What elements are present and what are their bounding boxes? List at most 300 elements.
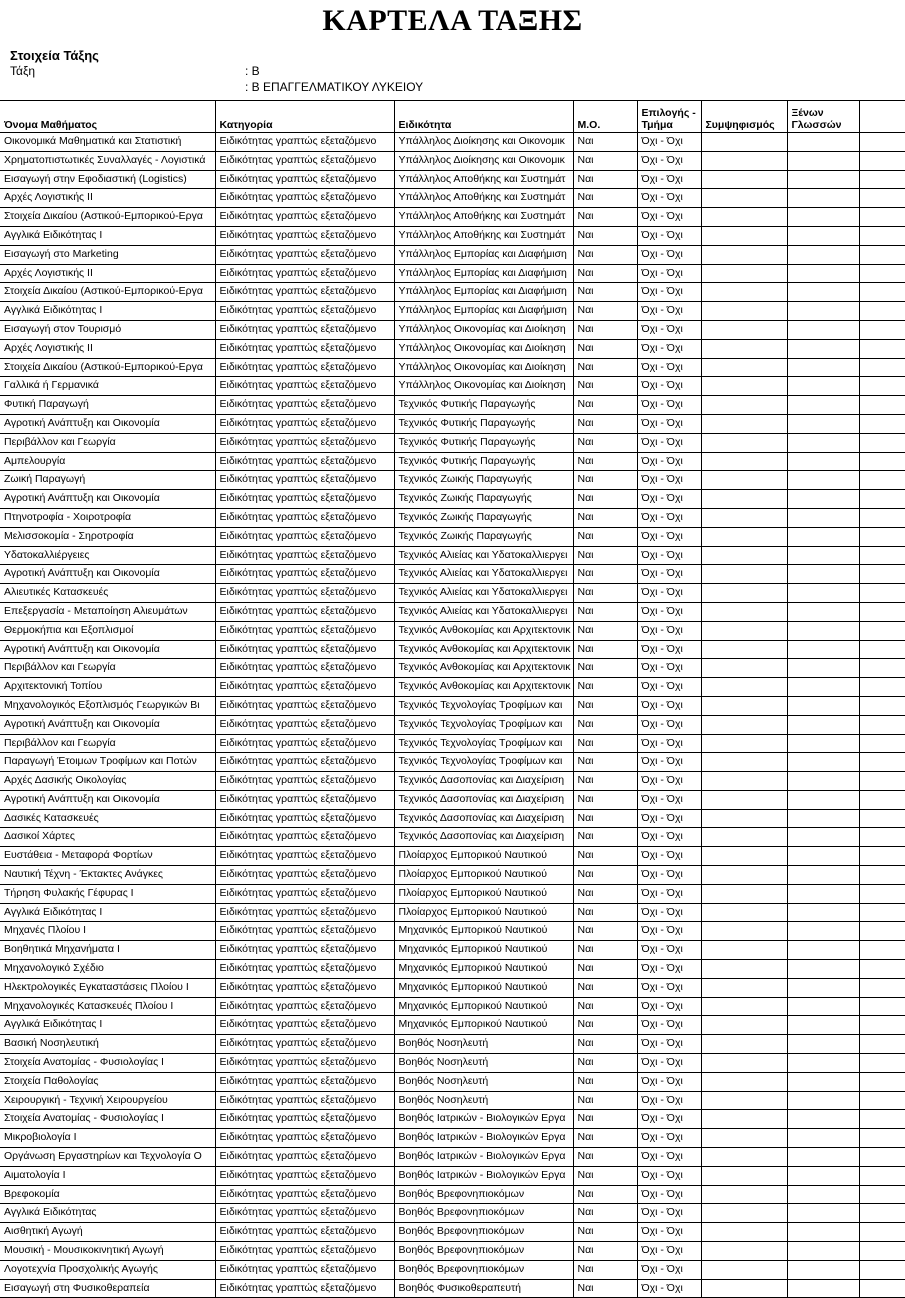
cell-specialty: Τεχνικός Αλιείας και Υδατοκαλλιεργει	[394, 584, 573, 603]
cell-course-name: Αρχές Λογιστικής ΙΙ	[0, 339, 215, 358]
cell-category: Ειδικότητας γραπτώς εξεταζόμενο	[215, 546, 394, 565]
cell-elective-section: Όχι - Όχι	[637, 1129, 701, 1148]
cell-category: Ειδικότητας γραπτώς εξεταζόμενο	[215, 734, 394, 753]
cell-course-name: Αρχές Λογιστικής ΙΙ	[0, 264, 215, 283]
cell-category: Ειδικότητας γραπτώς εξεταζόμενο	[215, 170, 394, 189]
cell-elective-section: Όχι - Όχι	[637, 226, 701, 245]
table-row	[0, 508, 905, 527]
cell-average: Ναι	[573, 678, 637, 697]
cell-offset	[701, 978, 787, 997]
cell-offset	[701, 170, 787, 189]
cell-average: Ναι	[573, 283, 637, 302]
cell-elective-section: Όχι - Όχι	[637, 828, 701, 847]
cell-elective-section: Όχι - Όχι	[637, 339, 701, 358]
cell-course-name: Μελισσοκομία - Σηροτροφία	[0, 527, 215, 546]
cell-course-name: Επεξεργασία - Μεταποίηση Αλιευμάτων	[0, 602, 215, 621]
cell-specialty: Τεχνικός Ζωικής Παραγωγής	[394, 508, 573, 527]
cell-category: Ειδικότητας γραπτώς εξεταζόμενο	[215, 189, 394, 208]
header-average: Μ.Ο.	[573, 101, 637, 133]
cell-average: Ναι	[573, 414, 637, 433]
cell-course-name: Βρεφοκομία	[0, 1185, 215, 1204]
cell-course-name: Στοιχεία Δικαίου (Αστικού-Εμπορικού-Εργα	[0, 358, 215, 377]
cell-offset	[701, 1204, 787, 1223]
table-row	[0, 884, 905, 903]
cell-offset	[701, 866, 787, 885]
cell-specialty: Υπάλληλος Αποθήκης και Συστημάτ	[394, 208, 573, 227]
cell-empty	[859, 264, 905, 283]
cell-specialty: Μηχανικός Εμπορικού Ναυτικού	[394, 1016, 573, 1035]
cell-average: Ναι	[573, 621, 637, 640]
cell-average: Ναι	[573, 866, 637, 885]
cell-elective-section: Όχι - Όχι	[637, 1091, 701, 1110]
cell-empty	[859, 922, 905, 941]
table-row	[0, 1054, 905, 1073]
cell-category: Ειδικότητας γραπτώς εξεταζόμενο	[215, 1185, 394, 1204]
table-row	[0, 1091, 905, 1110]
table-row	[0, 659, 905, 678]
cell-foreign-languages	[787, 1035, 859, 1054]
table-row	[0, 978, 905, 997]
cell-course-name: Εισαγωγή στο Marketing	[0, 245, 215, 264]
cell-offset	[701, 1260, 787, 1279]
cell-course-name: Αγροτική Ανάπτυξη και Οικονομία	[0, 414, 215, 433]
cell-empty	[859, 715, 905, 734]
cell-specialty: Υπάλληλος Οικονομίας και Διοίκηση	[394, 358, 573, 377]
cell-offset	[701, 245, 787, 264]
cell-course-name: Αλιευτικές Κατασκευές	[0, 584, 215, 603]
cell-course-name: Χειρουργική - Τεχνική Χειρουργείου	[0, 1091, 215, 1110]
cell-empty	[859, 208, 905, 227]
cell-foreign-languages	[787, 508, 859, 527]
cell-offset	[701, 546, 787, 565]
cell-elective-section: Όχι - Όχι	[637, 396, 701, 415]
cell-category: Ειδικότητας γραπτώς εξεταζόμενο	[215, 715, 394, 734]
cell-course-name: Αμπελουργία	[0, 452, 215, 471]
cell-empty	[859, 1054, 905, 1073]
cell-foreign-languages	[787, 1242, 859, 1261]
table-row	[0, 772, 905, 791]
table-row	[0, 1185, 905, 1204]
cell-empty	[859, 189, 905, 208]
cell-average: Ναι	[573, 997, 637, 1016]
cell-foreign-languages	[787, 1091, 859, 1110]
cell-elective-section: Όχι - Όχι	[637, 978, 701, 997]
cell-average: Ναι	[573, 1223, 637, 1242]
cell-foreign-languages	[787, 208, 859, 227]
cell-foreign-languages	[787, 151, 859, 170]
cell-course-name: Μικροβιολογία Ι	[0, 1129, 215, 1148]
cell-empty	[859, 602, 905, 621]
cell-elective-section: Όχι - Όχι	[637, 734, 701, 753]
cell-offset	[701, 189, 787, 208]
cell-average: Ναι	[573, 941, 637, 960]
cell-foreign-languages	[787, 960, 859, 979]
cell-foreign-languages	[787, 678, 859, 697]
cell-specialty: Τεχνικός Τεχνολογίας Τροφίμων και	[394, 715, 573, 734]
cell-course-name: Οικονομικά Μαθηματικά και Στατιστική	[0, 133, 215, 152]
cell-specialty: Πλοίαρχος Εμπορικού Ναυτικού	[394, 847, 573, 866]
table-row	[0, 1016, 905, 1035]
cell-specialty: Βοηθός Νοσηλευτή	[394, 1035, 573, 1054]
cell-average: Ναι	[573, 772, 637, 791]
cell-elective-section: Όχι - Όχι	[637, 941, 701, 960]
cell-category: Ειδικότητας γραπτώς εξεταζόμενο	[215, 1279, 394, 1298]
cell-average: Ναι	[573, 640, 637, 659]
table-row	[0, 133, 905, 152]
cell-average: Ναι	[573, 546, 637, 565]
cell-offset	[701, 659, 787, 678]
cell-elective-section: Όχι - Όχι	[637, 753, 701, 772]
cell-course-name: Γαλλικά ή Γερμανικά	[0, 377, 215, 396]
cell-category: Ειδικότητας γραπτώς εξεταζόμενο	[215, 396, 394, 415]
cell-category: Ειδικότητας γραπτώς εξεταζόμενο	[215, 208, 394, 227]
cell-specialty: Τεχνικός Φυτικής Παραγωγής	[394, 414, 573, 433]
cell-elective-section: Όχι - Όχι	[637, 866, 701, 885]
cell-course-name: Ζωική Παραγωγή	[0, 471, 215, 490]
cell-elective-section: Όχι - Όχι	[637, 264, 701, 283]
table-row	[0, 753, 905, 772]
cell-specialty: Υπάλληλος Εμπορίας και Διαφήμιση	[394, 245, 573, 264]
cell-empty	[859, 302, 905, 321]
cell-elective-section: Όχι - Όχι	[637, 546, 701, 565]
cell-category: Ειδικότητας γραπτώς εξεταζόμενο	[215, 1072, 394, 1091]
header-category: Κατηγορία	[215, 101, 394, 133]
table-row	[0, 264, 905, 283]
cell-foreign-languages	[787, 884, 859, 903]
cell-offset	[701, 1110, 787, 1129]
cell-foreign-languages	[787, 1204, 859, 1223]
cell-foreign-languages	[787, 1279, 859, 1298]
cell-empty	[859, 978, 905, 997]
cell-offset	[701, 1129, 787, 1148]
cell-specialty: Τεχνικός Αλιείας και Υδατοκαλλιεργει	[394, 546, 573, 565]
cell-foreign-languages	[787, 377, 859, 396]
cell-elective-section: Όχι - Όχι	[637, 1204, 701, 1223]
cell-foreign-languages	[787, 565, 859, 584]
cell-empty	[859, 433, 905, 452]
header-empty	[859, 101, 905, 133]
cell-specialty: Βοηθός Βρεφονηπιοκόμων	[394, 1223, 573, 1242]
cell-course-name: Δασικοί Χάρτες	[0, 828, 215, 847]
cell-specialty: Βοηθός Νοσηλευτή	[394, 1054, 573, 1073]
table-row	[0, 960, 905, 979]
cell-specialty: Υπάλληλος Αποθήκης και Συστημάτ	[394, 170, 573, 189]
cell-foreign-languages	[787, 396, 859, 415]
cell-average: Ναι	[573, 753, 637, 772]
cell-foreign-languages	[787, 753, 859, 772]
cell-offset	[701, 1016, 787, 1035]
cell-course-name: Χρηματοπιστωτικές Συναλλαγές - Λογιστικά	[0, 151, 215, 170]
cell-empty	[859, 753, 905, 772]
cell-foreign-languages	[787, 170, 859, 189]
cell-specialty: Υπάλληλος Αποθήκης και Συστημάτ	[394, 189, 573, 208]
cell-course-name: Αγροτική Ανάπτυξη και Οικονομία	[0, 790, 215, 809]
cell-category: Ειδικότητας γραπτώς εξεταζόμενο	[215, 1223, 394, 1242]
cell-specialty: Υπάλληλος Αποθήκης και Συστημάτ	[394, 226, 573, 245]
cell-foreign-languages	[787, 1129, 859, 1148]
cell-foreign-languages	[787, 696, 859, 715]
cell-foreign-languages	[787, 584, 859, 603]
cell-foreign-languages	[787, 828, 859, 847]
cell-category: Ειδικότητας γραπτώς εξεταζόμενο	[215, 264, 394, 283]
table-row	[0, 941, 905, 960]
table-row	[0, 208, 905, 227]
cell-elective-section: Όχι - Όχι	[637, 508, 701, 527]
cell-elective-section: Όχι - Όχι	[637, 170, 701, 189]
table-row	[0, 678, 905, 697]
cell-foreign-languages	[787, 339, 859, 358]
cell-specialty: Μηχανικός Εμπορικού Ναυτικού	[394, 997, 573, 1016]
cell-average: Ναι	[573, 884, 637, 903]
cell-foreign-languages	[787, 264, 859, 283]
cell-specialty: Τεχνικός Δασοπονίας και Διαχείριση	[394, 828, 573, 847]
cell-offset	[701, 584, 787, 603]
cell-specialty: Βοηθός Ιατρικών - Βιολογικών Εργα	[394, 1129, 573, 1148]
cell-specialty: Μηχανικός Εμπορικού Ναυτικού	[394, 960, 573, 979]
cell-specialty: Τεχνικός Φυτικής Παραγωγής	[394, 396, 573, 415]
cell-specialty: Βοηθός Ιατρικών - Βιολογικών Εργα	[394, 1148, 573, 1167]
cell-empty	[859, 960, 905, 979]
cell-elective-section: Όχι - Όχι	[637, 847, 701, 866]
cell-foreign-languages	[787, 602, 859, 621]
cell-category: Ειδικότητας γραπτώς εξεταζόμενο	[215, 621, 394, 640]
cell-category: Ειδικότητας γραπτώς εξεταζόμενο	[215, 640, 394, 659]
cell-average: Ναι	[573, 396, 637, 415]
class-type-value: : Β ΕΠΑΓΓΕΛΜΑΤΙΚΟΥ ΛΥΚΕΙΟΥ	[245, 80, 424, 94]
table-row	[0, 696, 905, 715]
cell-specialty: Τεχνικός Ζωικής Παραγωγής	[394, 527, 573, 546]
cell-offset	[701, 358, 787, 377]
cell-foreign-languages	[787, 621, 859, 640]
cell-course-name: Αγγλικά Ειδικότητας Ι	[0, 226, 215, 245]
cell-offset	[701, 471, 787, 490]
cell-specialty: Τεχνικός Τεχνολογίας Τροφίμων και	[394, 753, 573, 772]
cell-elective-section: Όχι - Όχι	[637, 696, 701, 715]
cell-category: Ειδικότητας γραπτώς εξεταζόμενο	[215, 828, 394, 847]
cell-category: Ειδικότητας γραπτώς εξεταζόμενο	[215, 1166, 394, 1185]
cell-category: Ειδικότητας γραπτώς εξεταζόμενο	[215, 1129, 394, 1148]
table-row	[0, 302, 905, 321]
cell-offset	[701, 151, 787, 170]
cell-average: Ναι	[573, 1185, 637, 1204]
cell-course-name: Περιβάλλον και Γεωργία	[0, 734, 215, 753]
cell-specialty: Τεχνικός Ανθοκομίας και Αρχιτεκτονικ	[394, 678, 573, 697]
cell-average: Ναι	[573, 1129, 637, 1148]
cell-average: Ναι	[573, 565, 637, 584]
cell-specialty: Τεχνικός Αλιείας και Υδατοκαλλιεργει	[394, 565, 573, 584]
cell-course-name: Στοιχεία Παθολογίας	[0, 1072, 215, 1091]
cell-average: Ναι	[573, 1110, 637, 1129]
cell-elective-section: Όχι - Όχι	[637, 1148, 701, 1167]
table-row	[0, 1279, 905, 1298]
cell-specialty: Τεχνικός Δασοπονίας και Διαχείριση	[394, 809, 573, 828]
cell-foreign-languages	[787, 1054, 859, 1073]
cell-course-name: Αγγλικά Ειδικότητας Ι	[0, 903, 215, 922]
cell-course-name: Αγροτική Ανάπτυξη και Οικονομία	[0, 715, 215, 734]
cell-foreign-languages	[787, 715, 859, 734]
cell-offset	[701, 847, 787, 866]
cell-category: Ειδικότητας γραπτώς εξεταζόμενο	[215, 245, 394, 264]
cell-average: Ναι	[573, 264, 637, 283]
cell-category: Ειδικότητας γραπτώς εξεταζόμενο	[215, 226, 394, 245]
cell-empty	[859, 490, 905, 509]
table-row	[0, 1204, 905, 1223]
table-row	[0, 283, 905, 302]
cell-foreign-languages	[787, 1072, 859, 1091]
cell-average: Ναι	[573, 960, 637, 979]
table-row	[0, 828, 905, 847]
cell-course-name: Στοιχεία Ανατομίας - Φυσιολογίας Ι	[0, 1110, 215, 1129]
cell-empty	[859, 1260, 905, 1279]
cell-empty	[859, 621, 905, 640]
table-row	[0, 320, 905, 339]
cell-empty	[859, 133, 905, 152]
cell-elective-section: Όχι - Όχι	[637, 490, 701, 509]
cell-average: Ναι	[573, 1054, 637, 1073]
cell-course-name: Αγροτική Ανάπτυξη και Οικονομία	[0, 490, 215, 509]
cell-elective-section: Όχι - Όχι	[637, 659, 701, 678]
table-row	[0, 1223, 905, 1242]
table-row	[0, 809, 905, 828]
cell-category: Ειδικότητας γραπτώς εξεταζόμενο	[215, 922, 394, 941]
cell-category: Ειδικότητας γραπτώς εξεταζόμενο	[215, 302, 394, 321]
cell-course-name: Θερμοκήπια και Εξοπλισμοί	[0, 621, 215, 640]
cell-elective-section: Όχι - Όχι	[637, 377, 701, 396]
cell-offset	[701, 1242, 787, 1261]
cell-foreign-languages	[787, 1148, 859, 1167]
cell-foreign-languages	[787, 320, 859, 339]
header-specialty: Ειδικότητα	[394, 101, 573, 133]
cell-average: Ναι	[573, 133, 637, 152]
cell-offset	[701, 997, 787, 1016]
cell-foreign-languages	[787, 283, 859, 302]
cell-empty	[859, 997, 905, 1016]
table-row	[0, 226, 905, 245]
table-row	[0, 1242, 905, 1261]
cell-offset	[701, 753, 787, 772]
cell-offset	[701, 414, 787, 433]
cell-specialty: Τεχνικός Αλιείας και Υδατοκαλλιεργει	[394, 602, 573, 621]
cell-empty	[859, 1129, 905, 1148]
cell-specialty: Υπάλληλος Διοίκησης και Οικονομικ	[394, 151, 573, 170]
cell-course-name: Παραγωγή Έτοιμων Τροφίμων και Ποτών	[0, 753, 215, 772]
cell-category: Ειδικότητας γραπτώς εξεταζόμενο	[215, 320, 394, 339]
cell-elective-section: Όχι - Όχι	[637, 1185, 701, 1204]
cell-elective-section: Όχι - Όχι	[637, 151, 701, 170]
cell-offset	[701, 226, 787, 245]
header-elective-section: Επιλογής - Τμήμα	[637, 101, 701, 133]
cell-offset	[701, 960, 787, 979]
cell-empty	[859, 245, 905, 264]
cell-average: Ναι	[573, 1072, 637, 1091]
cell-course-name: Πτηνοτροφία - Χοιροτροφία	[0, 508, 215, 527]
cell-foreign-languages	[787, 546, 859, 565]
cell-elective-section: Όχι - Όχι	[637, 433, 701, 452]
cell-average: Ναι	[573, 302, 637, 321]
cell-elective-section: Όχι - Όχι	[637, 903, 701, 922]
cell-average: Ναι	[573, 320, 637, 339]
cell-elective-section: Όχι - Όχι	[637, 189, 701, 208]
cell-empty	[859, 772, 905, 791]
cell-empty	[859, 1016, 905, 1035]
cell-foreign-languages	[787, 302, 859, 321]
table-row	[0, 546, 905, 565]
cell-elective-section: Όχι - Όχι	[637, 640, 701, 659]
table-row	[0, 903, 905, 922]
cell-elective-section: Όχι - Όχι	[637, 1110, 701, 1129]
cell-offset	[701, 678, 787, 697]
cell-course-name: Ηλεκτρολογικές Εγκαταστάσεις Πλοίου Ι	[0, 978, 215, 997]
cell-category: Ειδικότητας γραπτώς εξεταζόμενο	[215, 1260, 394, 1279]
cell-offset	[701, 208, 787, 227]
cell-elective-section: Όχι - Όχι	[637, 452, 701, 471]
cell-specialty: Τεχνικός Ζωικής Παραγωγής	[394, 490, 573, 509]
cell-empty	[859, 884, 905, 903]
cell-empty	[859, 377, 905, 396]
table-row	[0, 1148, 905, 1167]
cell-empty	[859, 1185, 905, 1204]
cell-course-name: Αγγλικά Ειδικότητας	[0, 1204, 215, 1223]
cell-specialty: Υπάλληλος Διοίκησης και Οικονομικ	[394, 133, 573, 152]
cell-course-name: Λογοτεχνία Προσχολικής Αγωγής	[0, 1260, 215, 1279]
cell-offset	[701, 621, 787, 640]
cell-empty	[859, 584, 905, 603]
cell-offset	[701, 508, 787, 527]
cell-specialty: Πλοίαρχος Εμπορικού Ναυτικού	[394, 866, 573, 885]
cell-offset	[701, 452, 787, 471]
cell-empty	[859, 809, 905, 828]
cell-foreign-languages	[787, 527, 859, 546]
table-row	[0, 339, 905, 358]
table-row	[0, 1035, 905, 1054]
cell-course-name: Αισθητική Αγωγή	[0, 1223, 215, 1242]
cell-foreign-languages	[787, 809, 859, 828]
table-row	[0, 565, 905, 584]
cell-course-name: Μουσική - Μουσικοκινητική Αγωγή	[0, 1242, 215, 1261]
cell-course-name: Περιβάλλον και Γεωργία	[0, 433, 215, 452]
cell-average: Ναι	[573, 696, 637, 715]
section-title: Στοιχεία Τάξης	[10, 48, 99, 63]
cell-specialty: Βοηθός Βρεφονηπιοκόμων	[394, 1185, 573, 1204]
cell-specialty: Υπάλληλος Εμπορίας και Διαφήμιση	[394, 302, 573, 321]
table-header-row	[0, 101, 905, 133]
cell-specialty: Βοηθός Νοσηλευτή	[394, 1072, 573, 1091]
cell-empty	[859, 565, 905, 584]
cell-offset	[701, 302, 787, 321]
cell-average: Ναι	[573, 1242, 637, 1261]
cell-average: Ναι	[573, 527, 637, 546]
cell-course-name: Φυτική Παραγωγή	[0, 396, 215, 415]
cell-empty	[859, 1091, 905, 1110]
cell-category: Ειδικότητας γραπτώς εξεταζόμενο	[215, 753, 394, 772]
cell-offset	[701, 772, 787, 791]
table-row	[0, 452, 905, 471]
courses-table	[0, 100, 905, 1298]
cell-elective-section: Όχι - Όχι	[637, 1016, 701, 1035]
cell-category: Ειδικότητας γραπτώς εξεταζόμενο	[215, 508, 394, 527]
table-row	[0, 715, 905, 734]
cell-course-name: Ναυτική Τέχνη - Έκτακτες Ανάγκες	[0, 866, 215, 885]
cell-category: Ειδικότητας γραπτώς εξεταζόμενο	[215, 809, 394, 828]
table-row	[0, 734, 905, 753]
cell-course-name: Εισαγωγή στη Φυσικοθεραπεία	[0, 1279, 215, 1298]
cell-empty	[859, 1242, 905, 1261]
cell-elective-section: Όχι - Όχι	[637, 1279, 701, 1298]
cell-average: Ναι	[573, 1035, 637, 1054]
cell-foreign-languages	[787, 790, 859, 809]
cell-elective-section: Όχι - Όχι	[637, 283, 701, 302]
cell-elective-section: Όχι - Όχι	[637, 414, 701, 433]
